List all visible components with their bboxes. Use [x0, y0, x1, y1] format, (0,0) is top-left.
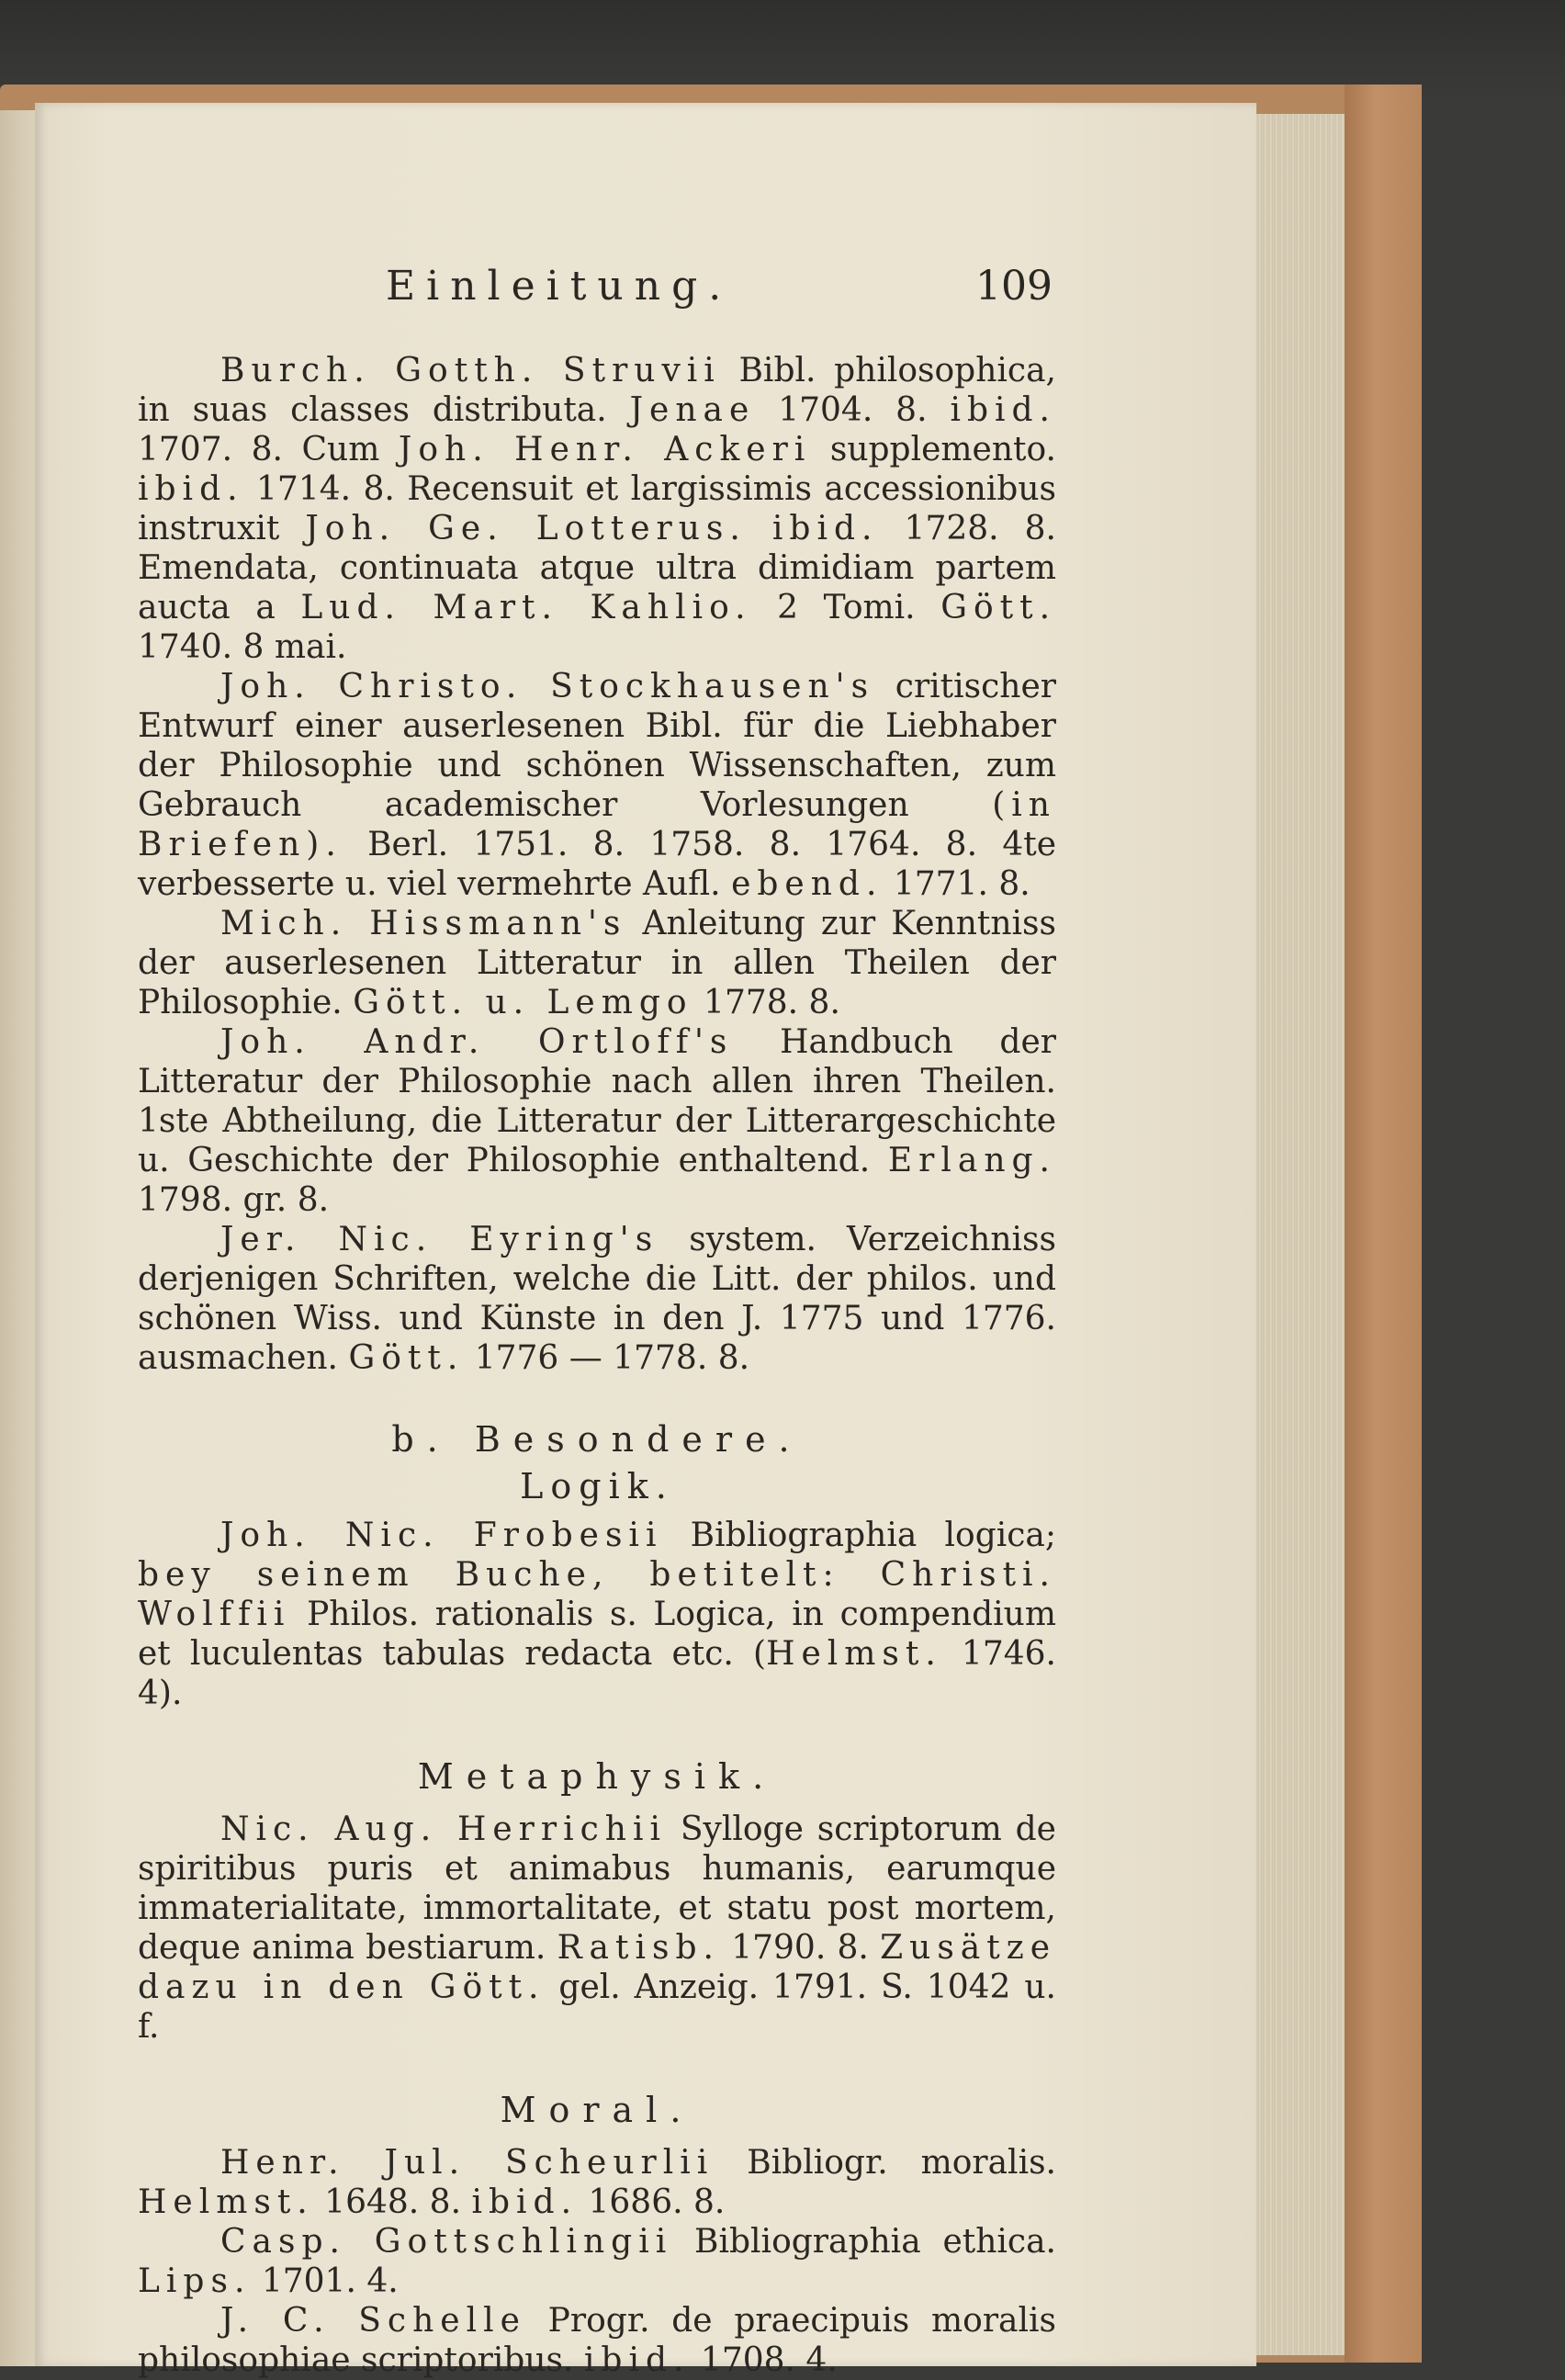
- page-number: 109: [975, 263, 1053, 310]
- author: Mich. Hissmann's: [220, 905, 627, 942]
- author: Joh. Andr. Ortloff's: [220, 1023, 734, 1061]
- entry-hissmann: Mich. Hissmann's Anleitung zur Kenntniss der auserlesenen Litteratur in allen Theilen der Philosophie. Gött. u. Lemgo 1778. 8.: [138, 905, 1056, 1021]
- book-cover-spine-edge: [1345, 85, 1422, 2363]
- entry-stockhausen: Joh. Christo. Stockhausen's critischer Entwurf einer auserlesenen Bibl. für die Liebhaber der Philosophie und schönen Wissenschaften, zum Gebrauch academischer Vorlesungen (in Briefen). Berl. 1751. 8. 1758. 8. 1764. 8. 4te verbesserte u. viel vermehrte Aufl. ebend. 1771. 8.: [138, 668, 1056, 903]
- entry-ortloff: Joh. Andr. Ortloff's Handbuch der Litteratur der Philosophie nach allen ihren Theilen. 1ste Abtheilung, die Litteratur der Litterargeschichte u. Geschichte der Philosophie enthaltend. Erlang. 1798. gr. 8.: [138, 1023, 1056, 1219]
- entry-gottschling: Casp. Gottschlingii Bibliographia ethica. Lips. 1701. 4.: [138, 2223, 1056, 2300]
- entry-schelle: J. C. Schelle Progr. de praecipuis moralis philosophiae scriptoribus. ibid. 1708. 4.: [138, 2302, 1056, 2379]
- page-header: [138, 263, 1056, 321]
- section-heading-logik: Logik.: [520, 1466, 674, 1506]
- entry-eyring: Jer. Nic. Eyring's system. Verzeichniss derjenigen Schriften, welche die Litt. der philos. und schönen Wiss. und Künste in den J. 1775 und 1776. ausmachen. Gött. 1776 — 1778. 8.: [138, 1221, 1056, 1377]
- entry-struve: Burch. Gotth. Struvii Bibl. philosophica, in suas classes distributa. Jenae 1704. 8. ibid. 1707. 8. Cum Joh. Henr. Ackeri supplemento. ibid. 1714. 8. Recensuit et largissimis accessionibus instruxit Joh. Ge. Lotterus. ibid. 1728. 8. Emendata, continuata atque ultra dimidiam partem aucta a Lud. Mart. Kahlio. 2 Tomi. Gött. 1740. 8 mai.: [138, 352, 1057, 666]
- author: Joh. Nic. Frobesii: [220, 1517, 663, 1554]
- running-head: Einleitung.: [386, 263, 733, 310]
- author: Burch. Gotth. Struvii: [220, 352, 721, 389]
- section-heading-moral: Moral.: [500, 2090, 694, 2130]
- facing-page-edge: [0, 110, 37, 2366]
- section-heading-metaphysik: Metaphysik.: [417, 1756, 777, 1797]
- author: Henr. Jul. Scheurlii: [220, 2144, 715, 2182]
- page-edges: [1256, 114, 1345, 2355]
- entry-frobesius: Joh. Nic. Frobesii Bibliographia logica; bey seinem Buche, betitelt: Christi. Wolffii Philos. rationalis s. Logica, in compendium et luculentas tabulas redacta etc. (Helmst. 1746. 4).: [138, 1517, 1057, 1712]
- author: Joh. Christo. Stockhausen's: [220, 668, 875, 705]
- author: Jer. Nic. Eyring's: [220, 1221, 659, 1258]
- entry-herrich: Nic. Aug. Herrichii Sylloge scriptorum de spiritibus puris et animabus humanis, earumque immaterialitate, immortalitate, et statu post mortem, deque anima bestiarum. Ratisb. 1790. 8. Zusätze dazu in den Gött. gel. Anzeig. 1791. S. 1042 u. f.: [138, 1810, 1056, 2046]
- entry-scheurl: Henr. Jul. Scheurlii Bibliogr. moralis. Helmst. 1648. 8. ibid. 1686. 8.: [138, 2144, 1056, 2221]
- author: Casp. Gottschlingii: [220, 2223, 673, 2261]
- author: J. C. Schelle: [220, 2302, 526, 2340]
- author: Nic. Aug. Herrichii: [220, 1810, 667, 1848]
- bibliography: [138, 351, 1056, 2380]
- section-heading-besondere: b. Besondere.: [391, 1419, 803, 1460]
